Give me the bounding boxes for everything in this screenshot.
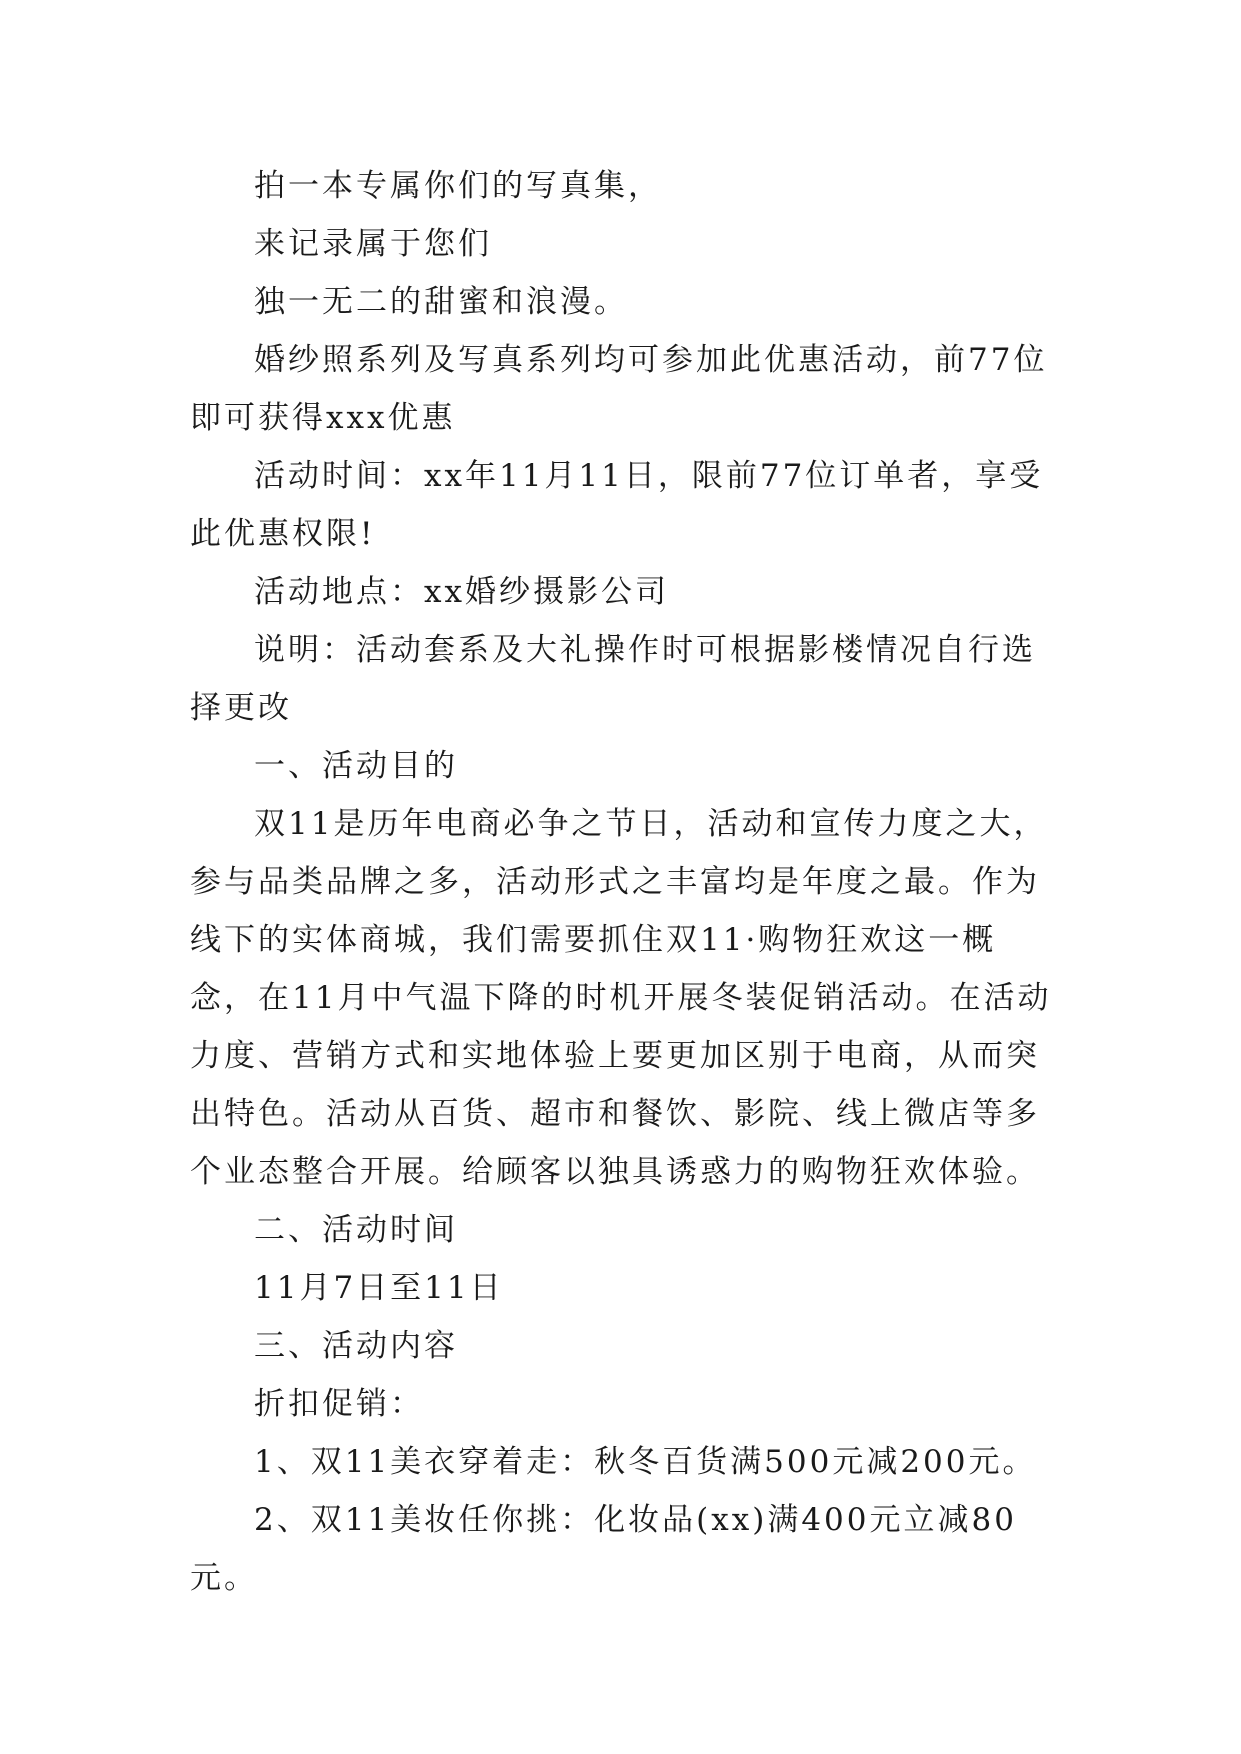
list-item: 2、双11美妆任你挑：化妆品(xx)满400元立减80元。 (190, 1502, 1017, 1596)
section-heading: 一、活动目的 (254, 748, 458, 784)
paragraph: 折扣促销： (254, 1386, 424, 1422)
paragraph: 独一无二的甜蜜和浪漫。 (254, 284, 628, 320)
section-heading: 二、活动时间 (254, 1212, 458, 1248)
paragraph: 11月7日至11日 (254, 1270, 504, 1306)
paragraph: 活动时间：xx年11月11日，限前77位订单者，享受此优惠权限! (190, 458, 1044, 552)
paragraph: 说明：活动套系及大礼操作时可根据影楼情况自行选择更改 (190, 632, 1036, 726)
document-body (190, 157, 1060, 1607)
paragraph: 拍一本专属你们的写真集， (254, 168, 662, 204)
list-item: 1、双11美衣穿着走：秋冬百货满500元减200元。 (254, 1444, 1037, 1480)
paragraph: 来记录属于您们 (254, 226, 492, 262)
paragraph: 活动地点：xx婚纱摄影公司 (254, 574, 669, 610)
paragraph: 婚纱照系列及写真系列均可参加此优惠活动，前77位即可获得xxx优惠 (190, 342, 1048, 436)
paragraph: 双11是历年电商必争之节日，活动和宣传力度之大，参与品类品牌之多，活动形式之丰富均是年度之最。作为线下的实体商城，我们需要抓住双11·购物狂欢这一概念，在11月中气温下降的时机开展冬装促销活动。在活动力度、营销方式和实地体验上要更加区别于电商，从而突出特色。活动从百货、超市和餐饮、影院、线上微店等多个业态整合开展。给顾客以独具诱惑力的购物狂欢体验。 (190, 806, 1052, 1190)
section-heading: 三、活动内容 (254, 1328, 458, 1364)
